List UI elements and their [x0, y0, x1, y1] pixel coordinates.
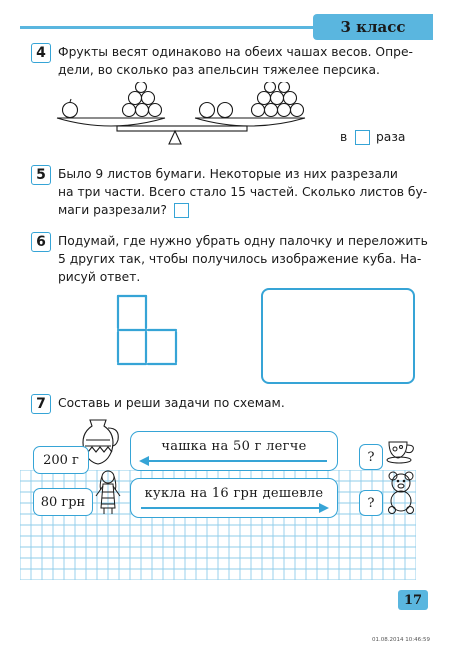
task-6-line-1: Подумай, где нужно убрать одну палочку и переложить: [58, 234, 428, 248]
grade-label: 3 класс: [313, 14, 433, 40]
scheme-2-arrow-panel: [130, 478, 338, 518]
task-6-line-3: рисуй ответ.: [58, 270, 141, 284]
scheme-2-unknown-box[interactable]: ?: [359, 490, 383, 516]
scheme-1-given-value: 200 г: [33, 446, 89, 474]
task-6-line-2: 5 других так, чтобы получилось изображение куба. На-: [58, 252, 422, 266]
right-arrow-icon: [139, 503, 329, 513]
page-number: 17: [398, 590, 428, 610]
task-4-number: 4: [31, 43, 51, 63]
doll-icon: [93, 468, 123, 516]
teddy-bear-icon: [383, 470, 419, 514]
cup-icon: [385, 436, 419, 466]
scheme-1-unknown-box[interactable]: ?: [359, 444, 383, 470]
scheme-2-arrow-text: кукла на 16 грн дешевле: [144, 486, 324, 501]
task-5-number: 5: [31, 165, 51, 185]
task-5-answer-box[interactable]: [174, 203, 189, 218]
task-5-line-2: на три части. Всего стало 15 частей. Сколько листов бу-: [58, 185, 428, 199]
scheme-1-arrow-panel: [130, 431, 338, 471]
task-6-number: 6: [31, 232, 51, 252]
task-4-line-2: дели, во сколько раз апельсин тяжелее персика.: [58, 63, 380, 77]
task-4-answer-suffix: раза: [376, 130, 406, 144]
left-arrow-icon: [139, 456, 329, 466]
task-6-answer-drawing-area[interactable]: [261, 288, 415, 384]
scheme-2-given-value: 80 грн: [33, 488, 93, 516]
task-5-line-3: маги разрезали?: [58, 203, 167, 217]
scheme-1-arrow-text: чашка на 50 г легче: [161, 439, 307, 454]
task-4-line-1: Фрукты весят одинаково на обеих чашах весов. Опре-: [58, 45, 413, 59]
print-timestamp: 01.08.2014 10:46:59: [372, 637, 430, 643]
task-4-answer-prefix: в: [340, 130, 348, 144]
matchstick-figure: [112, 292, 180, 366]
task-4-answer-box[interactable]: [355, 130, 370, 145]
scale-icon: [55, 82, 315, 154]
header-rule: [20, 26, 315, 29]
task-7-text: Составь и реши задачи по схемам.: [58, 396, 285, 410]
task-5-line-1: Было 9 листов бумаги. Некоторые из них разрезали: [58, 167, 398, 181]
task-7-number: 7: [31, 394, 51, 414]
